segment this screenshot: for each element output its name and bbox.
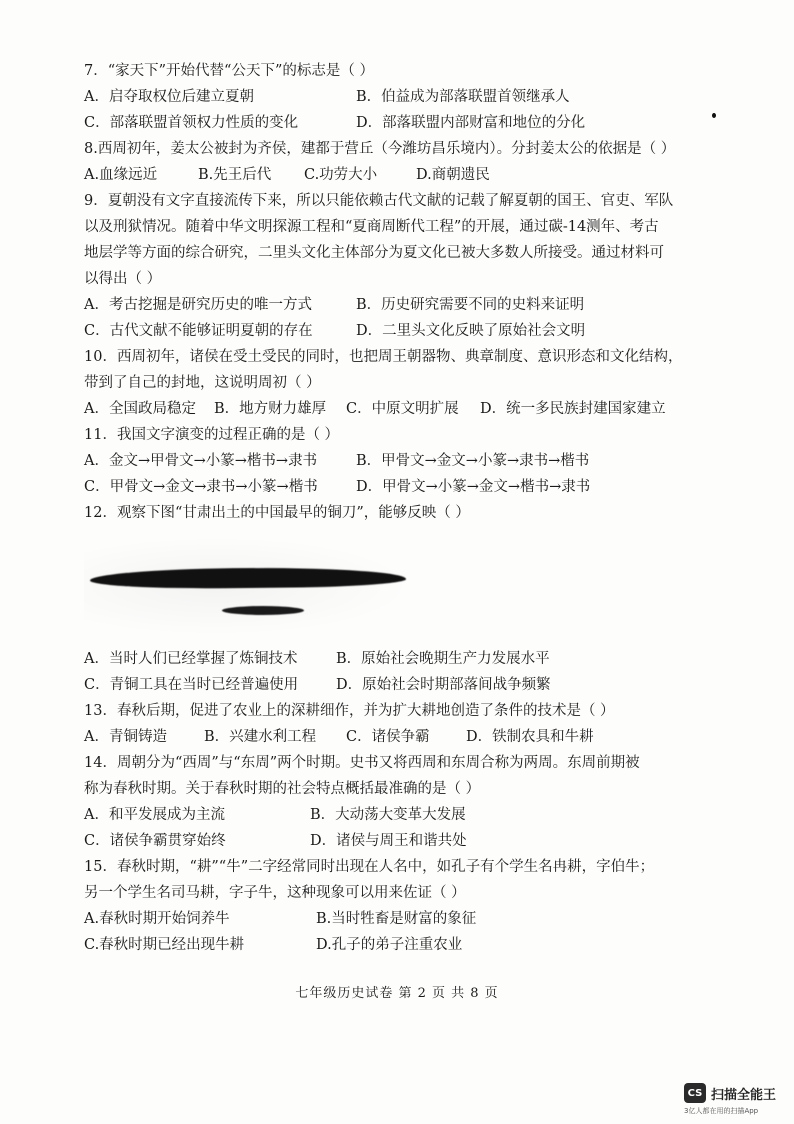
q12-options-row2 <box>84 672 696 698</box>
q10-option-b: B．地方财力雄厚 <box>214 401 327 417</box>
q12-option-b: B．原始社会晚期生产力发展水平 <box>336 651 550 667</box>
copper-knife-fragment <box>222 606 304 615</box>
watermark-tagline: 3亿人都在用的扫描App <box>684 1107 759 1115</box>
q13-option-d: D．铁制农具和牛耕 <box>466 729 594 745</box>
q7-stem: 7．“家天下”开始代替“公天下”的标志是（ ） <box>84 63 374 79</box>
q7-option-b: B．伯益成为部落联盟首领继承人 <box>356 89 570 105</box>
q7-option-a: A．启夺取权位后建立夏朝 <box>84 89 254 105</box>
q15-options-row1 <box>84 906 696 932</box>
q11-options-row1 <box>84 448 696 474</box>
q13-options <box>84 724 696 750</box>
q10-option-d: D．统一多民族封建国家建立 <box>480 401 666 417</box>
q7-options-row1 <box>84 84 696 110</box>
q9-stem-line4: 以得出（ ） <box>84 271 162 287</box>
q14-stem-line2: 称为春秋时期。关于春秋时期的社会特点概括最准确的是（ ） <box>84 781 481 797</box>
watermark-app-name: 扫描全能王 <box>711 1087 777 1103</box>
q8-option-b: B.先王后代 <box>198 167 272 183</box>
q14-stem-line1: 14．周朝分为“西周”与“东周”两个时期。史书又将西周和东周合称为两周。东周前期被 <box>84 755 640 771</box>
q9-options-row1 <box>84 292 696 318</box>
scan-speck <box>712 113 716 118</box>
q15-stem-line1: 15．春秋时期，“耕”“牛”二字经常同时出现在人名中，如孔子有个学生名冉耕，字伯牛； <box>84 859 655 875</box>
camscanner-logo-icon: CS <box>684 1083 706 1103</box>
q11-options-row2 <box>84 474 696 500</box>
page-footer: 七年级历史试卷 第 2 页 共 8 页 <box>295 986 499 1001</box>
q13-option-a: A．青铜铸造 <box>84 729 167 745</box>
q14-option-a: A．和平发展成为主流 <box>84 807 225 823</box>
q14-option-d: D．诸侯与周王和谐共处 <box>310 833 467 849</box>
q14-options-row1 <box>84 802 696 828</box>
q7-option-d: D．部落联盟内部财富和地位的分化 <box>356 115 586 131</box>
q12-options-row1 <box>84 646 696 672</box>
q11-option-c: C．甲骨文→金文→隶书→小篆→楷书 <box>84 479 318 495</box>
q12-stem: 12．观察下图“甘肃出土的中国最早的铜刀”，能够反映（ ） <box>84 505 470 521</box>
q13-option-c: C．诸侯争霸 <box>346 729 430 745</box>
q9-stem-line2: 以及刑狱情况。随着中华文明探源工程和“夏商周断代工程”的开展，通过碳-14测年、考古 <box>84 219 659 235</box>
q8-options <box>84 162 696 188</box>
q9-option-b: B．历史研究需要不同的史料来证明 <box>356 297 585 313</box>
q15-option-c: C.春秋时期已经出现牛耕 <box>84 937 245 953</box>
q14-options-row2 <box>84 828 696 854</box>
q12-option-c: C．青铜工具在当时已经普遍使用 <box>84 677 299 693</box>
question-list <box>84 58 696 958</box>
q13-option-b: B．兴建水利工程 <box>204 729 317 745</box>
q11-option-a: A．金文→甲骨文→小篆→楷书→隶书 <box>84 453 318 469</box>
q9-options-row2 <box>84 318 696 344</box>
q14-option-b: B．大动荡大变革大发展 <box>310 807 466 823</box>
q15-option-a: A.春秋时期开始饲养牛 <box>84 911 230 927</box>
q9-option-a: A．考古挖掘是研究历史的唯一方式 <box>84 297 312 313</box>
q8-option-c: C.功劳大小 <box>304 167 378 183</box>
q15-stem-line2: 另一个学生名司马耕，字子牛，这种现象可以用来佐证（ ） <box>84 885 466 901</box>
scanner-watermark <box>684 1083 776 1103</box>
q10-options <box>84 396 696 422</box>
q7-options-row2 <box>84 110 696 136</box>
q12-option-d: D．原始社会时期部落间战争频繁 <box>336 677 551 693</box>
q11-option-d: D．甲骨文→小篆→金文→楷书→隶书 <box>356 479 591 495</box>
copper-knife-figure <box>84 526 696 646</box>
q10-option-a: A．全国政局稳定 <box>84 401 196 417</box>
q15-option-b: B.当时牲畜是财富的象征 <box>316 911 477 927</box>
q8-stem: 8.西周初年，姜太公被封为齐侯，建都于营丘（今潍坊昌乐境内）。分封姜太公的依据是（ ） <box>84 141 676 157</box>
q10-option-c: C．中原文明扩展 <box>346 401 459 417</box>
q14-option-c: C．诸侯争霸贯穿始终 <box>84 833 226 849</box>
q11-option-b: B．甲骨文→金文→小篆→隶书→楷书 <box>356 453 590 469</box>
q13-stem: 13．春秋后期，促进了农业上的深耕细作，并为扩大耕地创造了条件的技术是（ ） <box>84 703 615 719</box>
q7-option-c: C．部落联盟首领权力性质的变化 <box>84 115 299 131</box>
q9-option-c: C．古代文献不能够证明夏朝的存在 <box>84 323 313 339</box>
q8-option-d: D.商朝遗民 <box>416 167 490 183</box>
q10-stem-line2: 带到了自己的封地，这说明周初（ ） <box>84 375 321 391</box>
q9-stem-line1: 9．夏朝没有文字直接流传下来，所以只能依赖古代文献的记载了解夏朝的国王、官吏、军队 <box>84 193 674 209</box>
q12-option-a: A．当时人们已经掌握了炼铜技术 <box>84 651 298 667</box>
q15-options-row2 <box>84 932 696 958</box>
q8-option-a: A.血缘远近 <box>84 167 158 183</box>
q9-option-d: D．二里头文化反映了原始社会文明 <box>356 323 586 339</box>
q15-option-d: D.孔子的弟子注重农业 <box>316 937 463 953</box>
q11-stem: 11．我国文字演变的过程正确的是（ ） <box>84 427 340 443</box>
q9-stem-line3: 地层学等方面的综合研究，二里头文化主体部分为夏文化已被大多数人所接受。通过材料可 <box>84 245 664 261</box>
q10-stem-line1: 10．西周初年，诸侯在受土受民的同时，也把周王朝器物、典章制度、意识形态和文化结构， <box>84 349 683 365</box>
